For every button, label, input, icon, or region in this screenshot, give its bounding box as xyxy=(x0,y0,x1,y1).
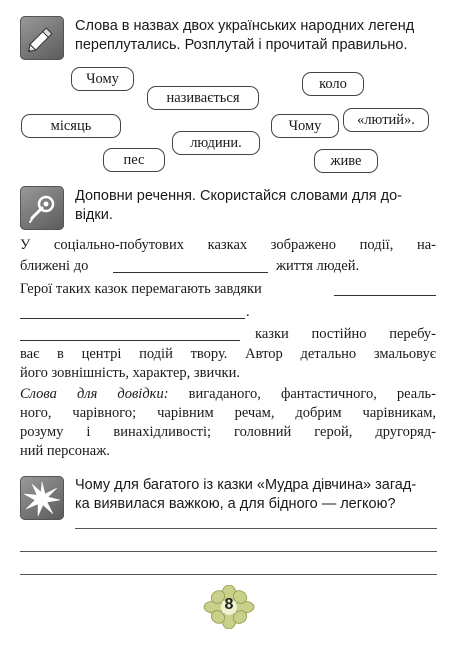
word-card[interactable]: пес xyxy=(103,148,165,172)
word-card[interactable]: Чому xyxy=(71,67,134,91)
answer-blank[interactable] xyxy=(20,318,245,319)
answer-blank[interactable] xyxy=(20,340,240,341)
hint-text: вигаданого, фантастичного, реаль- xyxy=(188,386,437,402)
hint-text: ний персонаж. xyxy=(20,443,110,459)
word-card[interactable]: живе xyxy=(314,149,378,173)
word-card[interactable]: коло xyxy=(302,72,364,96)
task3-question xyxy=(75,476,437,514)
sentence2-line1: Герої таких казок перемагають завдяки xyxy=(20,281,262,297)
answer-blank[interactable] xyxy=(113,272,268,273)
hint-text: ного, чарівного; чарівним речам, добрим чарівникам, xyxy=(20,405,436,421)
sentence1-line1: У соціально-побутових казках зображено події, на- xyxy=(20,237,436,253)
task1-instruction xyxy=(75,17,437,55)
word-card[interactable]: «лютий». xyxy=(343,108,429,132)
answer-blank[interactable] xyxy=(334,295,436,296)
answer-line[interactable] xyxy=(75,528,437,529)
task1-line: Слова в назвах двох українських народних легенд xyxy=(75,18,415,34)
answer-line[interactable] xyxy=(20,551,437,552)
task3-line: ка виявилася важкою, а для бідного — легкою? xyxy=(75,496,396,512)
task2-line: Доповни речення. Скористайся словами для до- xyxy=(75,188,403,204)
sentence3-line1: казки постійно перебу- xyxy=(255,326,436,342)
task2-instruction xyxy=(75,187,437,225)
star-burst-icon xyxy=(20,476,64,520)
page-number: 8 xyxy=(224,596,234,613)
task1-line: переплутались. Розплутай і прочитай правильно. xyxy=(75,37,408,53)
hint-block xyxy=(20,385,436,461)
sentence1-line2b: життя людей. xyxy=(276,258,360,274)
page-number-badge xyxy=(199,585,259,629)
answer-line[interactable] xyxy=(20,574,437,575)
word-card[interactable]: Чому xyxy=(271,114,339,138)
sentence3-rest: ває в центрі подій твору. Автор детально змальовує його зовнішність, характер, звички. xyxy=(20,346,436,381)
word-card[interactable]: місяць xyxy=(21,114,121,138)
word-card[interactable]: називається xyxy=(147,86,259,110)
task3-line: Чому для багатого із казки «Мудра дівчина» загад- xyxy=(75,477,417,493)
sentence1-line2a: ближені до xyxy=(20,258,89,274)
quill-icon xyxy=(20,186,64,230)
hint-label: Слова для довідки: xyxy=(20,386,169,402)
task2-line: відки. xyxy=(75,207,113,223)
word-card[interactable]: людини. xyxy=(172,131,260,155)
hint-text: розуму і винахідливості; головний герой, другоряд- xyxy=(20,424,436,440)
pencil-icon xyxy=(20,16,64,60)
sentence2-end: . xyxy=(246,304,250,320)
